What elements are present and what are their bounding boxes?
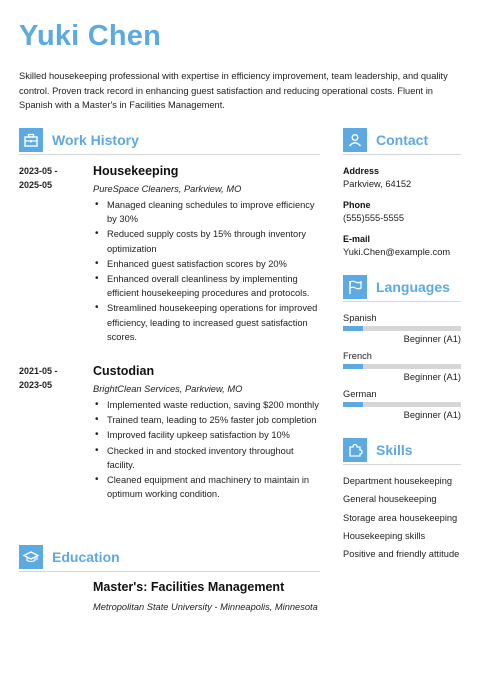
job-bullet: • Managed cleaning schedules to improve efficiency by 30%: [93, 198, 323, 226]
skills-header: [343, 438, 461, 462]
job-bullet: • Reduced supply costs by 15% through inventory optimization: [93, 227, 323, 255]
languages-header: [343, 275, 461, 299]
degree-title: Master's: Facilities Management: [93, 580, 285, 594]
section-divider: [19, 154, 320, 155]
language-proficiency-fill: [343, 402, 363, 407]
school-name: Metropolitan State University - Minneapolis, Minnesota: [93, 602, 318, 612]
education-entry: [93, 580, 323, 614]
language-level: Beginner (A1): [403, 334, 461, 344]
section-title: Contact: [376, 132, 429, 148]
email-value: Yuki.Chen@example.com: [343, 247, 451, 257]
job-title: Housekeeping: [93, 164, 179, 178]
job-dates-text: 2021-05 - 2023-05: [19, 366, 58, 390]
language-proficiency-bar: [343, 326, 461, 331]
job-bullet: • Cleaned equipment and machinery to maintain in optimum working condition.: [93, 473, 323, 501]
skills-list: [343, 474, 465, 565]
job-bullet: • Implemented waste reduction, saving $200 monthly: [93, 398, 323, 412]
skill-item: Housekeeping skills: [343, 530, 426, 541]
person-icon: [343, 128, 367, 152]
section-title: Languages: [376, 279, 450, 295]
section-divider: [343, 301, 461, 302]
professional-summary: Skilled housekeeping professional with expertise in efficiency improvement, team leadership, and quality control. Proven track record in enhancing guest satisfaction and reducing operational costs. Fluent in Spanish with a Master's in Facilities Management.: [19, 71, 448, 110]
language-name: German: [343, 389, 377, 399]
skill-item: General housekeeping: [343, 494, 437, 505]
phone-label: Phone: [343, 200, 371, 210]
flag-icon: [343, 275, 367, 299]
section-divider: [19, 571, 320, 572]
job-bullet: • Checked in and stocked inventory throughout facility.: [93, 444, 323, 472]
job-dates: [19, 164, 79, 192]
briefcase-icon: [19, 128, 43, 152]
language-proficiency-bar: [343, 364, 461, 369]
section-title: Work History: [52, 132, 139, 148]
education-header: [19, 545, 320, 569]
job-company: BrightClean Services, Parkview, MO: [93, 384, 243, 394]
language-item: [343, 350, 461, 384]
skill-item: Department housekeeping: [343, 476, 453, 486]
contact-header: [343, 128, 461, 152]
job-bullet: • Trained team, leading to 25% faster job completion: [93, 413, 323, 427]
language-level: Beginner (A1): [403, 410, 461, 420]
job-bullets: [93, 398, 323, 501]
language-proficiency-fill: [343, 326, 363, 331]
skill-item: Positive and friendly attitude: [343, 549, 460, 560]
puzzle-icon: [343, 438, 367, 462]
job-title: Custodian: [93, 364, 155, 378]
language-proficiency-fill: [343, 364, 363, 369]
language-item: [343, 388, 461, 422]
section-title: Skills: [376, 442, 413, 458]
language-level: Beginner (A1): [403, 372, 461, 382]
language-name: French: [343, 351, 372, 361]
work-history-header: [19, 128, 320, 152]
resume-name: Yuki Chen: [19, 20, 161, 52]
job-bullet: • Enhanced guest satisfaction scores by 20%: [93, 257, 323, 271]
phone-value: (555)555-5555: [343, 213, 404, 223]
address-value: Parkview, 64152: [343, 179, 412, 189]
language-name: Spanish: [343, 313, 377, 323]
job-bullet: • Enhanced overall cleanliness by implementing efficient housekeeping procedures and protocols.: [93, 272, 323, 300]
email-label: E-mail: [343, 234, 371, 244]
job-bullet: • Streamlined housekeeping operations for improved efficiency, leading to increased guest satisfaction scores.: [93, 301, 323, 344]
language-item: [343, 312, 461, 346]
contact-block: [343, 165, 468, 267]
section-title: Education: [52, 549, 120, 565]
section-divider: [343, 464, 461, 465]
job-dates: [19, 364, 79, 392]
job-bullets: [93, 198, 323, 344]
address-label: Address: [343, 166, 380, 176]
skill-item: Storage area housekeeping: [343, 512, 458, 523]
job-company: PureSpace Cleaners, Parkview, MO: [93, 184, 242, 194]
job-bullet: • Improved facility upkeep satisfaction by 10%: [93, 428, 323, 442]
section-divider: [343, 154, 461, 155]
graduation-cap-icon: [19, 545, 43, 569]
language-proficiency-bar: [343, 402, 461, 407]
job-dates-text: 2023-05 - 2025-05: [19, 166, 58, 190]
